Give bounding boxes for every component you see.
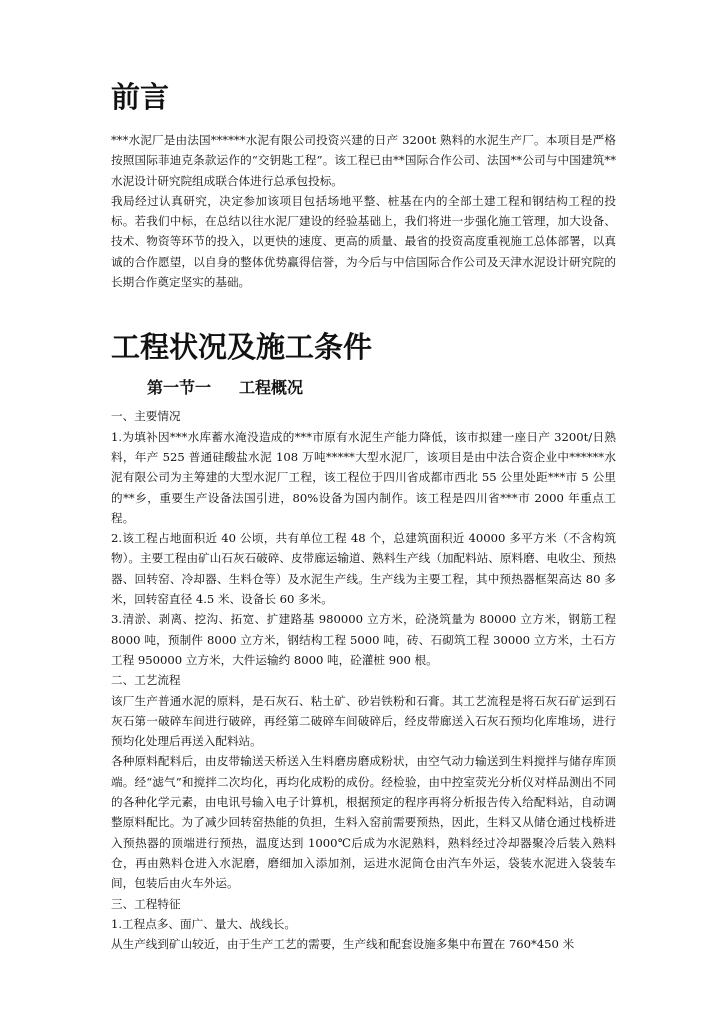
body-paragraph: 各种原料配料后，由皮带输送天桥送入生料磨房磨成粉状，由空气动力输送到生料搅拌与储存库顶端。经“滤气”和搅拌二次均化，再均化成粉的成份。经检验，由中控室荧光分析仪对样品测出不同的各种化学元素，由电讯号输入电子计算机，根据预定的程序再将分析报告传入给配料站，自动调整原料配比。为了减少回转窑热能的负担，生料入窑前需要预热，因此，生料又从储仓通过栈桥进入预热器的顶端进行预热，温度达到 1000℃后成为水泥熟料，熟料经过冷却器聚冷后装入熟料仓，再由熟料仓进入水泥磨，磨细加入添加剂，运进水泥筒仓由汽车外运，袋装水泥进入袋装车间，包装后由火车外运。 [111,754,616,891]
section-number: 第一节一 [147,378,212,398]
body-paragraph: 从生产线到矿山较近，由于生产工艺的需要，生产线和配套设施多集中布置在 760*450 米 [111,937,575,952]
body-paragraph: 3.清淤、剥离、挖沟、拓宽、扩建路基 980000 立方米，砼浇筑量为 80000 立方米，钢筋工程 8000 吨，预制件 8000 立方米，钢结构工程 5000 吨，砖、石砌筑工程 30000 立方米，土石方工程 950000 立方米，大件运输约 8000 吨，砼灌桩 900 根。 [111,612,616,667]
section-title: 工程概况 [239,378,304,398]
preface-paragraph: 我局经过认真研究，决定参加该项目包括场地平整、桩基在内的全部土建工程和钢结构工程的投标。若我们中标，在总结以往水泥厂建设的经验基础上，我们将进一步强化施工管理，加大设备、技术、物资等环节的投入，以更快的速度、更高的质量、最省的投资高度重视施工总体部署，以真诚的合作愿望，以自身的整体优势赢得信誉，为今后与中信国际合作公司及天津水泥设计研究院的长期合作奠定坚实的基础。 [111,193,616,290]
document-page [111,78,616,954]
body-heading: 二、工艺流程 [111,673,181,688]
chapter-title: 工程状况及施工条件 [111,330,373,365]
preface-title: 前言 [111,80,170,114]
body-paragraph: 1.为填补因***水库蓄水淹没造成的***市原有水泥生产能力降低，该市拟建一座日产 3200t/日熟料，年产 525 普通硅酸盐水泥 108 万吨*****大型水泥厂，该项目是由中法合资企业中******水泥有限公司为主筹建的大型水泥厂工程，该工程位于四川省成都市西北 55 公里处距***市 5 公里的**乡，重要生产设备法国引进，80%设备为国内制作。该工程是四川省***市 2000 年重点工程。 [111,429,616,525]
body-paragraph: 1.工程点多、面广、量大、战线长。 [111,916,296,931]
body-paragraph: 2.该工程占地面积近 40 公顷，共有单位工程 48 个，总建筑面积近 40000 多平方米（不含构筑物）。主要工程由矿山石灰石破碎、皮带廊运输道、熟料生产线（加配料站、原料磨、电收尘、预热器、回转窑、冷却器、生料仓等）及水泥生产线。生产线为主要工程，其中预热器框架高达 80 多米，回转窑直径 4.5 米、设备长 60 多米。 [111,531,616,607]
section-heading [111,368,616,406]
body-heading: 一、主要情况 [111,409,181,424]
body-heading: 三、工程特征 [111,896,181,911]
preface-paragraph: ***水泥厂是由法国******水泥有限公司投资兴建的日产 3200t 熟料的水泥生产厂。本项目是严格按照国际菲迪克条款运作的“交钥匙工程”。该工程已由**国际合作公司、法国**公司与中国建筑**水泥设计研究院组成联合体进行总承包投标。 [111,133,616,188]
body-paragraph: 该厂生产普通水泥的原料，是石灰石、粘土矿、砂岩铁粉和石膏。其工艺流程是将石灰石矿运到石灰石第一破碎车间进行破碎，再经第二破碎车间破碎后，经皮带廊送入石灰石预均化库堆场，进行预均化处理后再送入配料站。 [111,693,616,749]
